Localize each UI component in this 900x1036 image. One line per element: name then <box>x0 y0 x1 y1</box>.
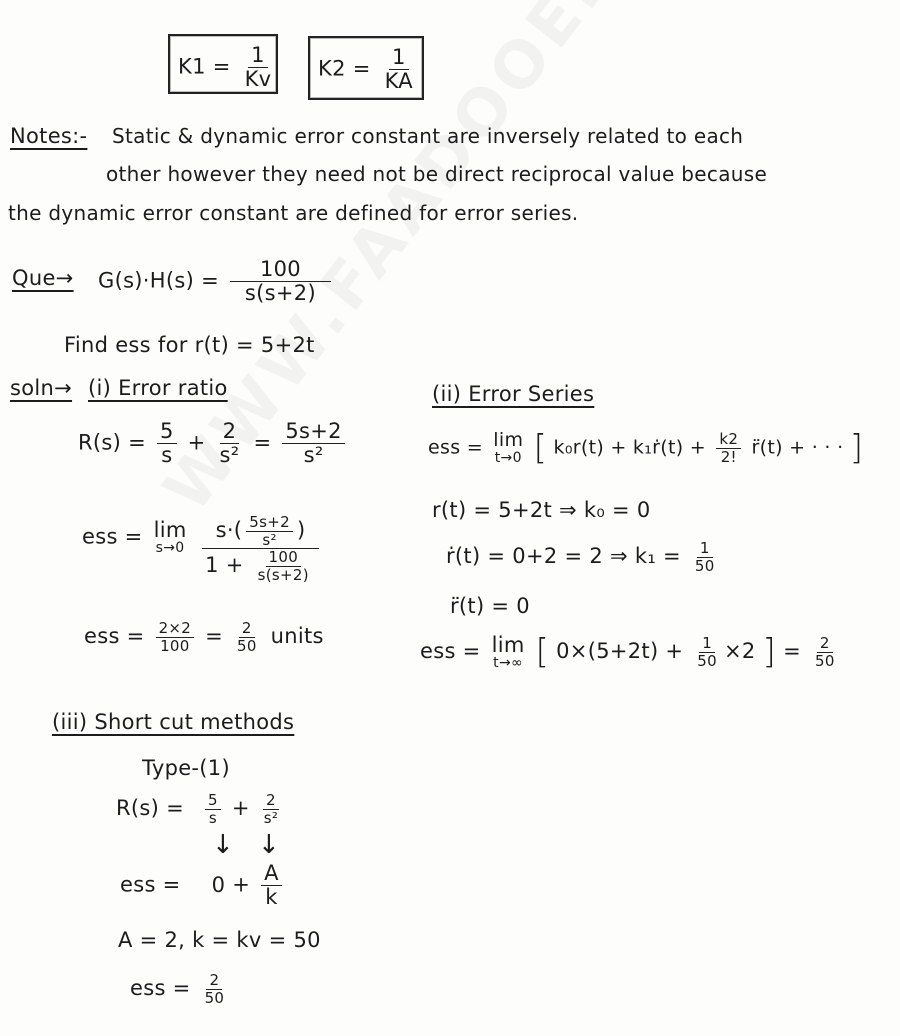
part3-ess: ess = 0 + $\frac{A}{k}$ <box>120 862 286 909</box>
part2-ess-series: ess = lim t→0 [ k₀r(t) + k₁ṙ(t) + $\frac{k2}{2!}$ r̈(t) + · · · ] <box>428 428 864 468</box>
part3-values: A = 2, k = kv = 50 <box>118 928 321 952</box>
formula-box-k1 <box>168 34 278 94</box>
part1-rs-equation: R(s) = $\frac{5}{s}$ + $\frac{2}{\text{s²}}$ = $\frac{5s+2}{\text{s²}}$ <box>78 420 349 467</box>
question-find: Find ess for r(t) = 5+2t <box>64 333 315 357</box>
notes-label: Notes:- <box>10 124 88 148</box>
part3-title: (iii) Short cut methods <box>52 710 295 734</box>
part2-r-line: r(t) = 5+2t ⇒ k₀ = 0 <box>432 498 651 522</box>
part1-title: (i) Error ratio <box>88 376 228 400</box>
formula-box-k2 <box>308 36 424 100</box>
notes-line-3: the dynamic error constant are defined for error series. <box>8 201 579 225</box>
down-arrow-icon: ↓ <box>258 830 280 860</box>
part2-rddot-line: r̈(t) = 0 <box>450 594 530 618</box>
k2-lhs: K2 = <box>318 56 371 81</box>
part1-ess-limit: ess = lim s→0 s·( $\frac{5s+2}{\text{s²}}$ ) 1 + $\frac{100}{s(s+2)}$ <box>82 492 323 583</box>
part2-final-ess: ess = lim t→∞ [ 0×(5+2t) + $\frac{1}{50}$ ×2 ] = $\frac{2}{50}$ <box>420 632 835 672</box>
part3-type: Type-(1) <box>142 756 230 780</box>
k1-lhs: K1 = <box>178 54 231 79</box>
notes-line-1: Static & dynamic error constant are inversely related to each <box>112 124 744 148</box>
part3-rs: R(s) = $\frac{5}{s}$ + $\frac{2}{\text{s²}}$ <box>116 791 279 827</box>
solution-label: soln→ <box>10 376 73 400</box>
part2-title: (ii) Error Series <box>432 382 595 406</box>
question-label: Que→ <box>12 266 74 290</box>
notes-line-2: other however they need not be direct reciprocal value because <box>106 162 768 186</box>
part2-rdot-line: ṙ(t) = 0+2 = 2 ⇒ k₁ = $\frac{1}{50}$ <box>446 539 715 575</box>
down-arrow-icon: ↓ <box>212 830 234 860</box>
k2-fraction: $\frac{1}{KA}$ <box>384 45 413 94</box>
k1-fraction: $\frac{1}{Kv}$ <box>244 43 272 92</box>
question-transfer-function: G(s)·H(s) = $\frac{100}{s(s+2)}$ <box>98 258 335 305</box>
part3-final-ess: ess = $\frac{2}{50}$ <box>130 971 225 1007</box>
part1-result: ess = $\frac{2\times 2}{100}$ = $\frac{2}{50}$ units <box>84 619 324 655</box>
